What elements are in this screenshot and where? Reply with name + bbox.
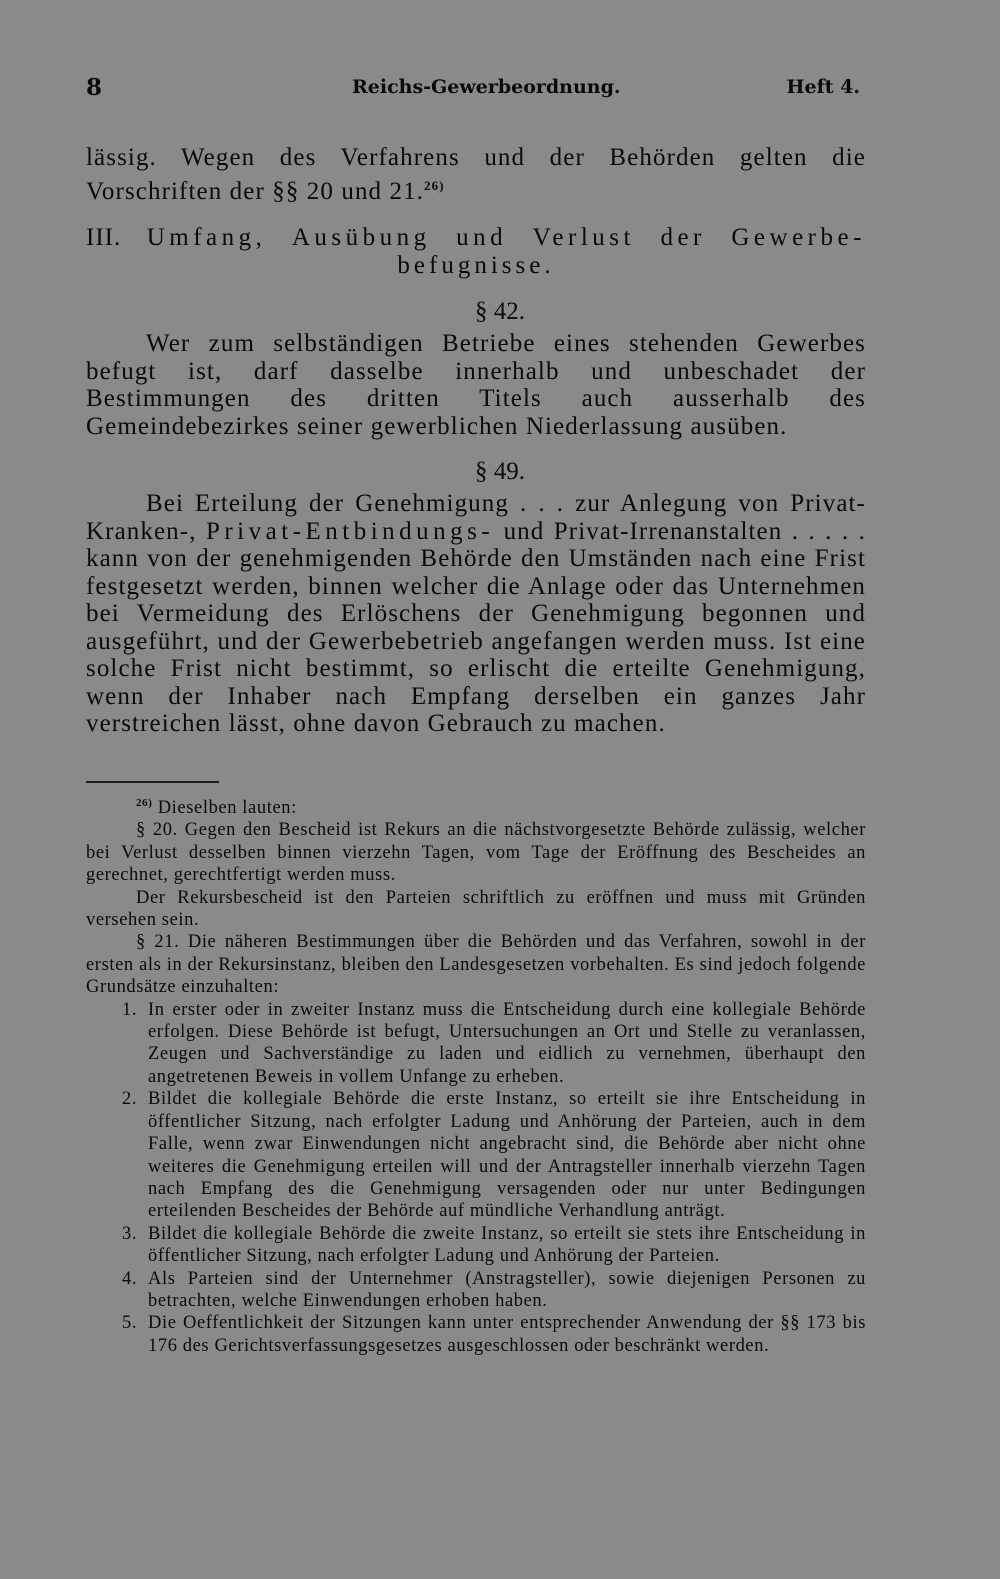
list-item-number: 1. (122, 999, 138, 1020)
list-item-text: Bildet die kollegiale Behörde die erste Instanz, so erteilt sie ihre Entscheidung in öffentlicher Sitzung, nach erfolgter Ladung und Anhörung der Parteien, auch in dem Falle, wenn zwar Einwendungen nicht angebracht sind, die Behörde aber nicht ohne weiteres die Genehmigung erteilen will und der Antragsteller innerhalb vierzehn Tagen nach Empfang des die Genehmigung versagenden oder nur unter Bedingungen erteilenden Bescheides der Behörde auf mündliche Verhandlung anträgt. (148, 1089, 866, 1222)
intro-text: lässig. Wegen des Verfahrens und der Behörden gelten die Vorschriften der §§ 20 und 21. (86, 144, 866, 205)
heading-word: Verlust (532, 224, 635, 251)
footnote-block (86, 792, 866, 1357)
footnote-ref: 26) (424, 177, 445, 193)
heading-word: Gewerbe- (731, 224, 866, 251)
list-item-text: In erster oder in zweiter Instanz muss die Entscheidung durch eine kollegiale Behörde erfolgen. Diese Behörde ist befugt, Untersuchungen an Ort und Stelle zu veranlassen, Zeugen und Sachverständige zu laden und eidlich zu vernehmen, überhaupt den angetretenen Beweis in vollem Unfange zu erheben. (148, 999, 866, 1087)
list-item-number: 3. (122, 1223, 138, 1244)
footnote-s21: § 21. Die näheren Bestimmungen über die Behörden und das Verfahren, sowohl in der ersten als in der Rekursinstanz, bleiben den Landesgesetzen vorbehalten. Es sind jedoch folgende Grundsätze einzuhalten: (86, 932, 866, 998)
footnote-intro: Dieselben lauten: (157, 798, 297, 818)
paragraph-49-spaced: Privat-Entbindungs- (205, 517, 495, 545)
running-title: Reichs-Gewerbeordnung. (352, 76, 621, 98)
footnote-marker: 26) (136, 797, 153, 809)
list-item (86, 1268, 866, 1313)
paragraph-number-42: § 42. (475, 298, 525, 325)
intro-paragraph (86, 144, 866, 205)
list-item-text: Als Parteien sind der Unternehmer (Anstragsteller), sowie diejenigen Personen zu betrachten, welche Einwendungen erhoben haben. (148, 1268, 866, 1311)
list-item (86, 1312, 866, 1357)
paragraph-42-text: Wer zum selbständigen Betriebe eines stehenden Gewerbes befugt ist, darf dasselbe innerhalb und unbeschadet der Bestimmungen des dritten Titels auch ausserhalb des Gemeindebezirkes seiner gewerblichen Niederlassung ausüben. (86, 330, 866, 440)
heading-word: Ausübung (291, 224, 431, 251)
section-heading-line2: befugnisse. (397, 251, 555, 279)
footnote-s20: § 20. Gegen den Bescheid ist Rekurs an die nächstvorgesetzte Behörde zulässig, welcher bei Verlust desselben binnen vierzehn Tagen, vom Tage der Eröffnung des Bescheides an gerechnet, gerechtfertigt werden muss. (86, 820, 866, 886)
paragraph-number-49: § 49. (475, 458, 525, 485)
heading-word: III. (86, 224, 122, 251)
paragraph-42 (86, 330, 866, 440)
heading-word: und (456, 224, 508, 251)
list-item (86, 1223, 866, 1268)
page-number: 8 (86, 74, 103, 101)
section-heading-line1 (86, 224, 866, 252)
list-item (86, 999, 866, 1089)
heading-word: der (660, 224, 706, 251)
paragraph-49 (86, 490, 866, 738)
issue-label: Heft 4. (786, 76, 860, 98)
list-item-number: 2. (122, 1089, 138, 1110)
footnote-s20b: Der Rekursbescheid ist den Parteien schriftlich zu eröffnen und muss mit Gründen versehen sein. (86, 887, 866, 931)
footnote-divider (86, 781, 219, 783)
section-heading (86, 224, 866, 279)
list-item-number: 4. (122, 1268, 138, 1289)
list-item-number: 5. (122, 1313, 138, 1334)
list-item-text: Bildet die kollegiale Behörde die zweite Instanz, so erteilt sie stets ihre Entscheidung in öffentlicher Sitzung, nach erfolgter Ladung und Anhörung der Parteien. (148, 1223, 866, 1267)
list-item (86, 1088, 866, 1222)
paragraph-49-text-b: und Privat-Irrenanstalten . . . . . kann von der genehmigenden Behörde den Umständen nach eine Frist festgesetzt werden, binnen welcher die Anlage oder das Unternehmen bei Vermeidung des Erlöschens der Genehmigung begonnen und ausgeführt, und der Gewerbebetrieb angefangen werden muss. Ist eine solche Frist nicht bestimmt, so erlischt die erteilte Genehmigung, wenn der Inhaber nach Empfang derselben ein ganzes Jahr verstreichen lässt, ohne davon Gebrauch zu machen. (86, 517, 866, 737)
heading-word: Umfang, (146, 224, 267, 251)
footnote-list (86, 999, 866, 1358)
list-item-text: Die Oeffentlichkeit der Sitzungen kann unter entsprechender Anwendung der §§ 173 bis 176 des Gerichtsverfassungsgesetzes ausgeschlossen oder beschränkt werden. (148, 1313, 866, 1356)
paragraph-49-text-a: Bei Erteilung der Genehmigung . . . zur Anlegung von Privat-Kranken-, (86, 490, 866, 545)
